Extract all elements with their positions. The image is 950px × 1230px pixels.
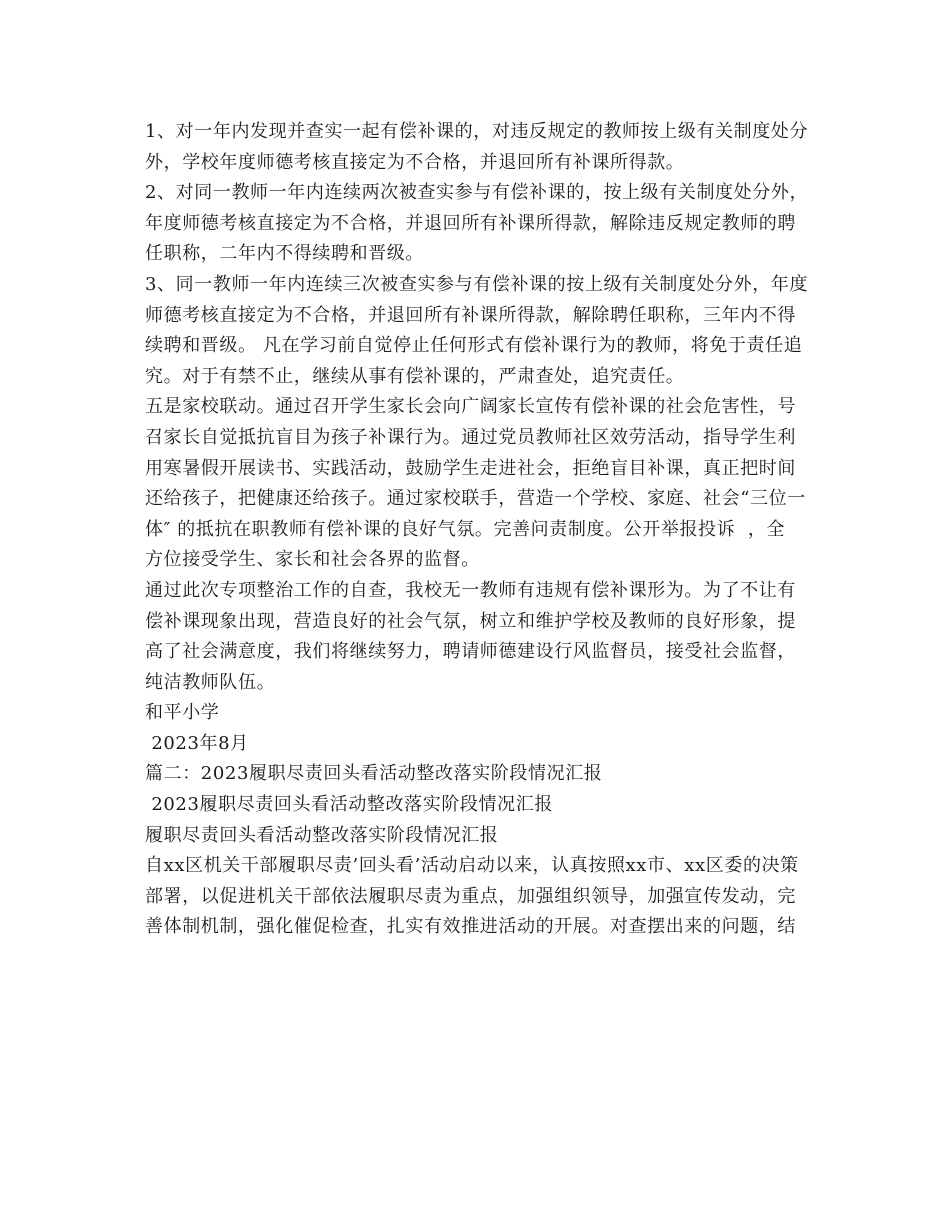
text-line: 究。对于有禁不止，继续从事有偿补课的，严肃查处，追究责任。	[145, 365, 685, 387]
text-line: 用寒暑假开展读书、实践活动，鼓励学生走进社会，拒绝盲目补课，真正把时间	[145, 457, 796, 479]
text-line: 部署，以促进机关干部依法履职尽责为重点，加强组织领导，加强宣传发动，完	[145, 885, 796, 907]
text-line: 通过此次专项整治工作的自查，我校无一教师有违规有偿补课形为。为了不让有	[145, 579, 796, 601]
text-line: 偿补课现象出现，营造良好的社会气氛，树立和维护学校及教师的良好形象，提	[145, 610, 796, 632]
text-line: 1、对一年内发现并查实一起有偿补课的，对违反规定的教师按上级有关制度处分	[145, 121, 809, 142]
report-title: 2023履职尽责回头看活动整改落实阶段情况汇报	[145, 794, 553, 816]
text-line: 3、同一教师一年内连续三次被查实参与有偿补课的按上级有关制度处分外，年度	[145, 273, 809, 295]
text-line: 高了社会满意度，我们将继续努力，聘请师德建设行风监督员，接受社会监督，	[145, 641, 796, 663]
text-line: 纯洁教师队伍。	[145, 671, 276, 693]
signature-date: 2023年8月	[145, 732, 249, 754]
text-line: 续聘和晋级。 凡在学习前自觉停止任何形式有偿补课行为的教师，将免于责任追	[145, 335, 803, 357]
text-line: 任职称，二年内不得续聘和晋级。	[145, 243, 424, 265]
text-line: 善体制机制，强化催促检查，扎实有效推进活动的开展。对查摆出来的问题，结	[145, 916, 796, 938]
text-line: 外，学校年度师德考核直接定为不合格，并退回所有补课所得款。	[145, 151, 685, 173]
text-line: 五是家校联动。通过召开学生家长会向广阔家长宣传有偿补课的社会危害性，号	[145, 396, 796, 418]
signature-school: 和平小学	[145, 702, 220, 724]
text-line: 师德考核直接定为不合格，并退回所有补课所得款，解除聘任职称，三年内不得	[145, 304, 796, 326]
text-line: 还给孩子，把健康还给孩子。通过家校联手，营造一个学校、家庭、社会“三位一	[145, 488, 806, 510]
text-line: 年度师德考核直接定为不合格，并退回所有补课所得款，解除违反规定教师的聘	[145, 212, 796, 234]
text-line: 方位接受学生、家长和社会各界的监督。	[145, 549, 480, 571]
document-body	[145, 117, 810, 943]
text-line: 自xx区机关干部履职尽责’回头看’活动启动以来，认真按照xx市、xx区委的决策	[145, 855, 799, 877]
text-line: 召家长自觉抵抗盲目为孩子补课行为。通过党员教师社区效劳活动，指导学生利	[145, 426, 796, 448]
text-line: 2、对同一教师一年内连续两次被查实参与有偿补课的，按上级有关制度处分外，	[145, 182, 809, 204]
section-heading: 篇二：2023履职尽责回头看活动整改落实阶段情况汇报	[145, 763, 603, 785]
text-line: 体″ 的抵抗在职教师有偿补课的良好气氛。完善问责制度。公开举报投诉 ，全	[145, 518, 786, 540]
report-subtitle: 履职尽责回头看活动整改落实阶段情况汇报	[145, 824, 499, 846]
